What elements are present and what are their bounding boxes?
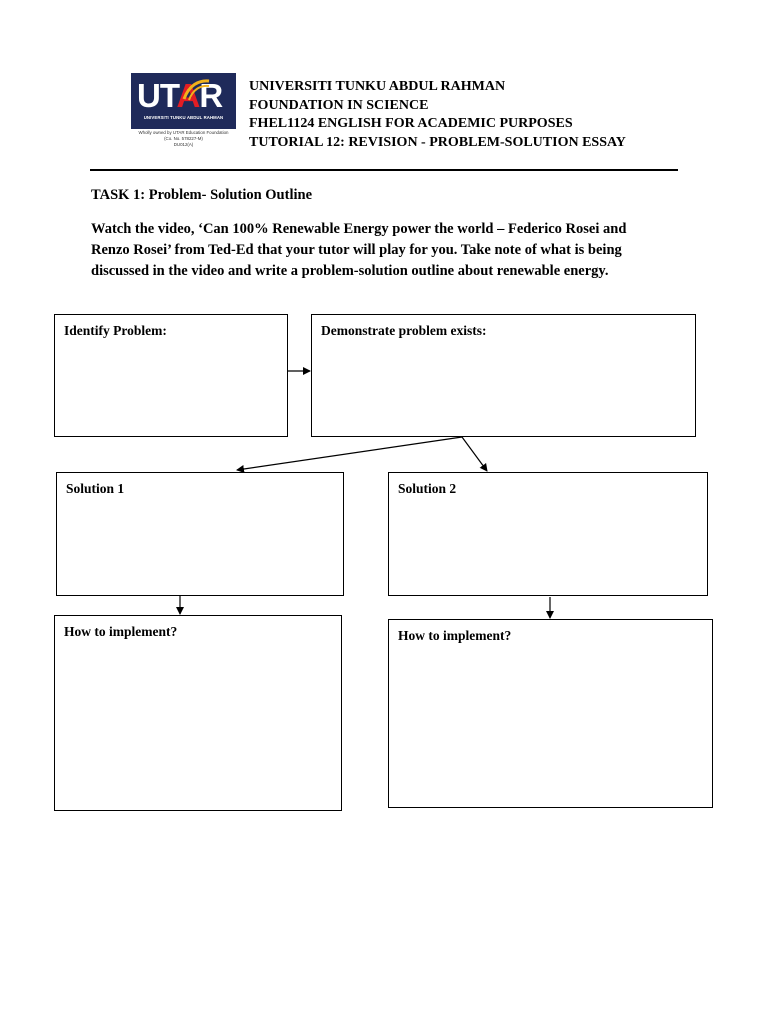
demonstrate-problem-box[interactable] bbox=[311, 314, 696, 437]
solution1-box[interactable] bbox=[56, 472, 344, 596]
implement1-label: How to implement? bbox=[64, 624, 178, 639]
utar-logo bbox=[131, 73, 236, 129]
logo-ownership-note bbox=[125, 130, 242, 148]
header-programme: FOUNDATION IN SCIENCE bbox=[249, 97, 429, 113]
ownership-line-2: (Co. No. 578227-M) bbox=[164, 136, 203, 141]
solution2-box[interactable] bbox=[388, 472, 708, 596]
document-header bbox=[249, 78, 626, 152]
header-course: FHEL1124 ENGLISH FOR ACADEMIC PURPOSES bbox=[249, 116, 573, 131]
header-university: UNIVERSITI TUNKU ABDUL RAHMAN bbox=[249, 79, 506, 94]
implement2-label: How to implement? bbox=[398, 628, 512, 643]
task-title: TASK 1: Problem- Solution Outline bbox=[91, 187, 313, 203]
solution1-label: Solution 1 bbox=[66, 481, 125, 496]
task-instructions: Watch the video, ‘Can 100% Renewable Energy power the world – Federico Rosei and Renzo Rosei’ from Ted-Ed that your tutor will play for you. Take note of what is being discussed in the video and write a problem-solution outline about renewable energy. bbox=[91, 221, 627, 279]
logo-wordmark-left: UT bbox=[137, 77, 177, 114]
header-divider bbox=[90, 169, 678, 171]
ownership-line-3: DU012(A) bbox=[173, 142, 194, 147]
header-tutorial: TUTORIAL 12: REVISION - PROBLEM-SOLUTION ESSAY bbox=[249, 134, 626, 150]
identify-problem-label: Identify Problem: bbox=[64, 323, 167, 338]
logo-university-name: UNIVERSITI TUNKU ABDUL RAHMAN bbox=[143, 115, 224, 120]
ownership-line-1: Wholly owned by UTAR Education Foundation bbox=[138, 130, 229, 135]
logo-swoosh-icon bbox=[181, 77, 211, 103]
arrow-demonstrate-to-solution1 bbox=[237, 437, 462, 470]
implement2-box[interactable] bbox=[388, 619, 713, 808]
solution2-label: Solution 2 bbox=[398, 481, 457, 496]
demonstrate-problem-label: Demonstrate problem exists: bbox=[321, 323, 487, 338]
logo-wordmark-accent: A bbox=[176, 77, 200, 114]
arrow-demonstrate-to-solution2 bbox=[462, 437, 487, 471]
implement1-box[interactable] bbox=[54, 615, 342, 811]
identify-problem-box[interactable] bbox=[54, 314, 288, 437]
logo-wordmark-right: R bbox=[199, 77, 223, 114]
